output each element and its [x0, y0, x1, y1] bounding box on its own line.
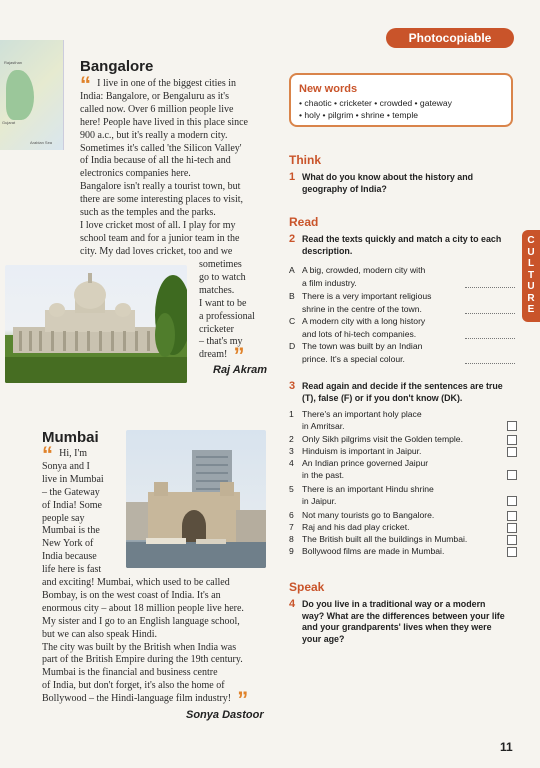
text-line — [80, 220, 280, 233]
text-line — [42, 590, 282, 603]
think-question — [289, 172, 515, 195]
text-line — [42, 525, 124, 538]
line-text: people say — [42, 512, 85, 524]
text-line — [42, 629, 282, 642]
answer-blank[interactable] — [465, 303, 515, 314]
match-option — [289, 315, 515, 340]
text-line — [80, 181, 280, 194]
line-text: Sometimes it's called 'the Silicon Valley' — [80, 142, 242, 154]
line-text: – that's my — [199, 336, 243, 348]
text-line — [199, 324, 279, 337]
line-text: called now. Over 6 million people live — [80, 103, 234, 115]
mumbai-title: Mumbai — [42, 429, 99, 446]
option-line: A big, crowded, modern city with — [302, 265, 426, 275]
quote-mark: ” — [227, 343, 245, 369]
line-text: Bollywood – the Hindi-language film industry! — [42, 693, 232, 705]
map-label: Gujarat — [2, 120, 16, 125]
text-line — [80, 117, 280, 130]
line-text: of India! Some — [42, 499, 102, 511]
line-text: electronics companies here. — [80, 168, 191, 180]
match-option — [289, 340, 515, 365]
option-line: A modern city with a long history — [302, 316, 426, 326]
tab-letter: T — [527, 269, 535, 281]
statement-row — [289, 446, 517, 458]
question-number: 4 — [289, 598, 296, 610]
line-text: a professional — [199, 310, 255, 322]
statement-line: Not many tourists go to Bangalore. — [302, 510, 435, 520]
line-text: part of the British Empire during the 19th century. — [42, 654, 243, 666]
statement-number: 1 — [289, 409, 294, 419]
line-text: school team and for a junior team in the — [80, 232, 240, 244]
text-line — [80, 143, 280, 156]
statement-text — [302, 458, 497, 482]
statement-row — [289, 546, 517, 558]
text-line — [42, 687, 282, 713]
statement-line: The British built all the buildings in Mumbai. — [302, 534, 468, 544]
option-letter: A — [289, 265, 295, 275]
option-text — [302, 315, 462, 340]
mumbai-text-short — [42, 442, 124, 577]
new-words-line: • chaotic • cricketer • crowded • gateway — [299, 98, 452, 108]
culture-side-tab — [522, 230, 540, 322]
text-line — [42, 654, 282, 667]
answer-checkbox[interactable] — [507, 547, 517, 557]
line-text: life here is fast — [42, 564, 102, 576]
statement-number: 4 — [289, 458, 294, 468]
gateway-of-india-photo — [126, 430, 266, 568]
option-line: There is a very important religious — [302, 291, 432, 301]
question-number: 1 — [289, 171, 296, 183]
statement-text — [302, 546, 497, 558]
text-line — [42, 577, 282, 590]
text-line — [199, 259, 279, 272]
answer-checkbox[interactable] — [507, 435, 517, 445]
line-text: My sister and I go to an English language school, — [42, 615, 240, 627]
new-words-line: • holy • pilgrim • shrine • temple — [299, 110, 419, 120]
question-number: 3 — [289, 380, 296, 392]
think-heading: Think — [289, 153, 321, 167]
statement-text — [302, 446, 497, 458]
line-text: Mumbai is the — [42, 525, 100, 537]
text-line — [42, 513, 124, 526]
question-text: Do you live in a traditional way or a modern way? What are the differences between your life and your grandparents' lives when they were your age? — [302, 599, 505, 644]
statement-number: 7 — [289, 522, 294, 532]
option-line: The town was built by an Indian — [302, 341, 423, 351]
line-text: dream! — [199, 349, 228, 361]
line-text: live in Mumbai — [42, 473, 104, 485]
line-text: Bombay, is on the west coast of India. It's an — [42, 589, 221, 601]
question-text: Read the texts quickly and match a city to each description. — [302, 234, 502, 256]
line-text: such as the temples and the parks. — [80, 207, 216, 219]
question-text: What do you know about the history and geography of India? — [302, 172, 474, 194]
answer-blank[interactable] — [465, 353, 515, 364]
text-line — [80, 91, 280, 104]
line-text: New York of — [42, 538, 94, 550]
statement-text — [302, 510, 497, 522]
match-option — [289, 264, 515, 289]
read-question-3 — [289, 381, 515, 404]
answer-blank[interactable] — [465, 328, 515, 339]
option-line: and lots of hi-tech companies. — [302, 328, 417, 339]
line-text: India: Bangalore, or Bengaluru as it's — [80, 90, 229, 102]
line-text: here! People have lived in this place since — [80, 116, 248, 128]
line-text: city. My dad loves cricket, too and we — [80, 245, 233, 257]
text-line — [80, 104, 280, 117]
text-line — [42, 667, 282, 680]
text-line — [80, 246, 280, 259]
option-letter: C — [289, 316, 296, 326]
page-number: 11 — [500, 740, 513, 754]
quote-mark: “ — [42, 442, 60, 467]
read-heading: Read — [289, 215, 319, 229]
line-text: of India because of all the hi-tech and — [80, 155, 231, 167]
answer-checkbox[interactable] — [507, 535, 517, 545]
statement-text — [302, 409, 497, 433]
text-line — [199, 343, 279, 369]
bangalore-palace-photo — [5, 265, 187, 383]
mumbai-text — [42, 577, 282, 713]
statement-line: There's an important holy place — [302, 409, 422, 419]
statement-number: 5 — [289, 484, 294, 494]
option-line: shrine in the centre of the town. — [302, 303, 422, 314]
tab-letter: E — [527, 304, 535, 315]
text-line — [199, 298, 279, 311]
line-text: and exciting! Mumbai, which used to be called — [42, 577, 230, 588]
line-text: I live in one of the biggest cities in — [97, 78, 236, 89]
bangalore-signature: Raj Akram — [213, 364, 268, 376]
statement-row — [289, 434, 517, 446]
statement-row — [289, 458, 517, 482]
tab-letter: R — [527, 292, 535, 304]
bangalore-title: Bangalore — [80, 58, 154, 75]
text-line — [42, 461, 124, 474]
option-text — [302, 264, 462, 289]
statement-line: There is an important Hindu shrine — [302, 484, 434, 494]
text-line — [42, 616, 282, 629]
answer-blank[interactable] — [465, 277, 515, 288]
text-line — [42, 564, 124, 577]
text-line — [80, 233, 280, 246]
statement-line: Hinduism is important in Jaipur. — [302, 446, 422, 456]
speak-heading: Speak — [289, 580, 325, 594]
quote-mark: “ — [80, 72, 98, 97]
text-line — [80, 168, 280, 181]
line-text: The city was built by the British when India was — [42, 641, 237, 653]
option-letter: B — [289, 291, 295, 301]
line-text: go to watch — [199, 271, 246, 283]
statement-line: in Amritsar. — [302, 420, 345, 431]
line-text: I want to be — [199, 297, 247, 309]
text-line — [42, 500, 124, 513]
statement-row — [289, 510, 517, 522]
statement-number: 3 — [289, 446, 294, 456]
text-line — [199, 311, 279, 324]
line-text: matches. — [199, 284, 235, 296]
bangalore-text-short — [199, 259, 279, 369]
map-region — [6, 70, 34, 120]
line-text: of India, but don't forget, it's also the home of — [42, 680, 225, 692]
line-text: – the Gateway — [42, 486, 100, 498]
text-line — [42, 551, 124, 564]
line-text: enormous city – about 18 million people live here. — [42, 602, 244, 614]
text-line — [199, 285, 279, 298]
line-text: but we can also speak Hindi. — [42, 628, 157, 640]
statement-row — [289, 409, 517, 433]
text-line — [80, 155, 280, 168]
statement-row — [289, 534, 517, 546]
text-line — [199, 272, 279, 285]
india-map — [0, 40, 64, 150]
match-option — [289, 290, 515, 315]
line-text: 900 a.c., but it's really a modern city. — [80, 129, 228, 141]
statement-line: in the past. — [302, 469, 345, 480]
bangalore-text — [80, 72, 280, 259]
line-text: India because — [42, 551, 97, 563]
text-line — [42, 642, 282, 655]
line-text: cricketer — [199, 323, 234, 335]
quote-mark: ” — [231, 687, 249, 713]
speak-question — [289, 599, 515, 645]
line-text: I love cricket most of all. I play for my — [80, 219, 236, 231]
new-words-box — [289, 73, 513, 127]
option-text — [302, 290, 462, 315]
text-line — [80, 207, 280, 220]
mumbai-signature: Sonya Dastoor — [186, 709, 264, 721]
photocopiable-banner: Photocopiable — [386, 28, 514, 48]
answer-checkbox[interactable] — [507, 421, 517, 431]
line-text: there are some interesting places to visit, — [80, 194, 244, 206]
statement-text — [302, 534, 497, 546]
map-label: Arabian Sea — [30, 140, 53, 145]
answer-checkbox[interactable] — [507, 523, 517, 533]
statement-line: in Jaipur. — [302, 495, 337, 506]
answer-checkbox[interactable] — [507, 470, 517, 480]
line-text: sometimes — [199, 259, 242, 270]
text-line — [80, 130, 280, 143]
line-text: Sonya and I — [42, 460, 90, 472]
tab-letter: C — [527, 235, 535, 246]
answer-checkbox[interactable] — [507, 496, 517, 506]
statement-line: Raj and his dad play cricket. — [302, 522, 410, 532]
read-question-2 — [289, 234, 515, 257]
line-text: Mumbai is the financial and business centre — [42, 667, 218, 679]
text-line — [80, 194, 280, 207]
text-line — [42, 603, 282, 616]
answer-checkbox[interactable] — [507, 447, 517, 457]
line-text: Bangalore isn't really a tourist town, but — [80, 181, 241, 193]
option-line: a film industry. — [302, 277, 357, 288]
text-line — [42, 487, 124, 500]
question-text: Read again and decide if the sentences are true (T), false (F) or if you don't know (DK). — [302, 381, 503, 403]
tab-letter: U — [527, 281, 535, 292]
statement-number: 9 — [289, 546, 294, 556]
line-text: Hi, I'm — [59, 448, 88, 459]
answer-checkbox[interactable] — [507, 511, 517, 521]
statement-line: Only Sikh pilgrims visit the Golden temple. — [302, 434, 463, 444]
option-letter: D — [289, 341, 296, 351]
statement-line: An Indian prince governed Jaipur — [302, 458, 429, 468]
option-text — [302, 340, 462, 365]
question-number: 2 — [289, 233, 296, 245]
statement-text — [302, 522, 497, 534]
statement-number: 6 — [289, 510, 294, 520]
text-line — [42, 538, 124, 551]
statement-number: 8 — [289, 534, 294, 544]
text-line — [42, 474, 124, 487]
new-words-title: New words — [299, 83, 358, 95]
statement-text — [302, 484, 497, 508]
statement-text — [302, 434, 497, 446]
statement-number: 2 — [289, 434, 294, 444]
option-line: prince. It's a special colour. — [302, 353, 405, 364]
statement-row — [289, 484, 517, 508]
statement-line: Bollywood films are made in Mumbai. — [302, 546, 445, 556]
tab-letter: L — [527, 258, 535, 269]
statement-row — [289, 522, 517, 534]
tab-letter: U — [527, 246, 535, 258]
map-label: Rajasthan — [4, 60, 23, 65]
